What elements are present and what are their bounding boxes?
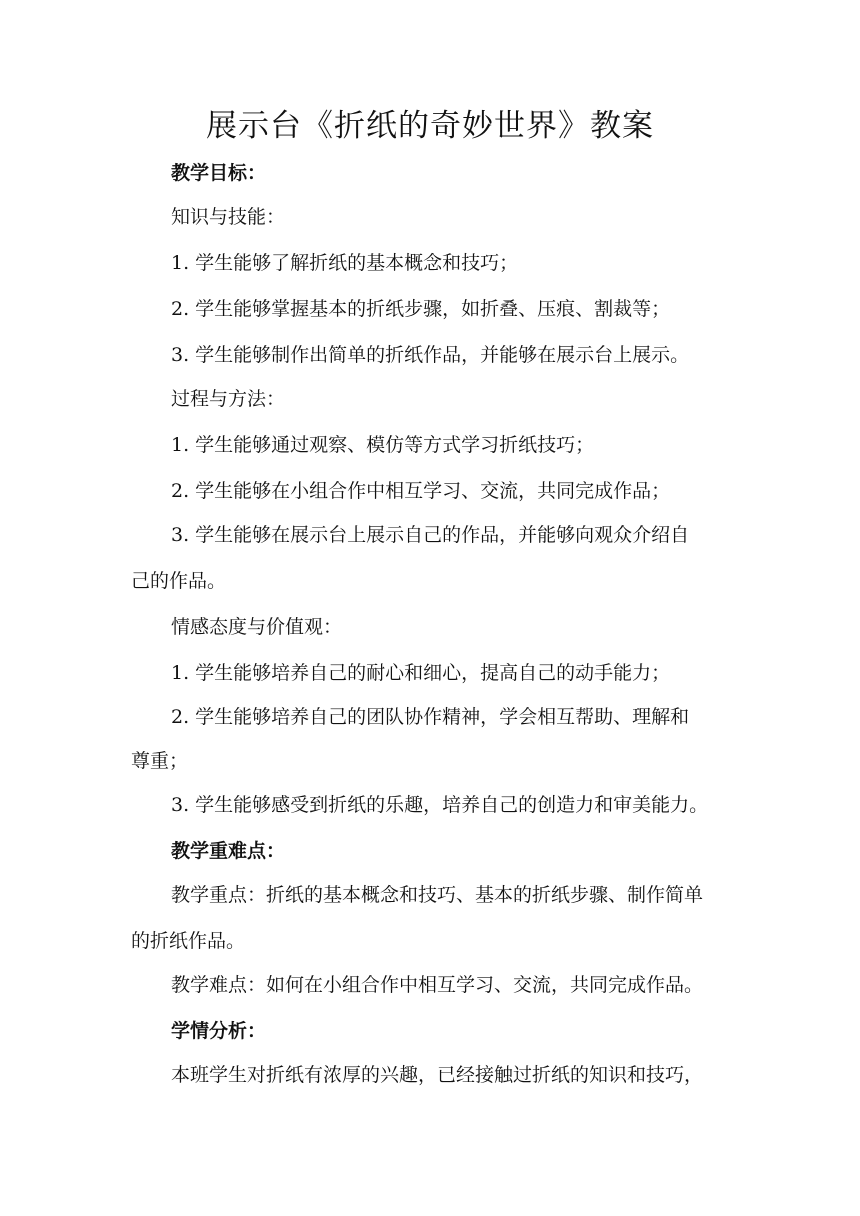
process-item-3: 3. 学生能够在展示台上展示自己的作品，并能够向观众介绍自 <box>171 524 690 546</box>
knowledge-heading: 知识与技能： <box>171 206 286 228</box>
process-item-1: 1. 学生能够通过观察、模仿等方式学习折纸技巧； <box>171 434 595 456</box>
process-item-2: 2. 学生能够在小组合作中相互学习、交流，共同完成作品； <box>171 480 671 502</box>
process-heading: 过程与方法： <box>171 388 286 410</box>
emotion-item-3: 3. 学生能够感受到折纸的乐趣，培养自己的创造力和审美能力。 <box>171 794 709 816</box>
key-difficulty-heading: 教学重难点： <box>171 840 286 862</box>
knowledge-item-3: 3. 学生能够制作出简单的折纸作品，并能够在展示台上展示。 <box>171 344 690 366</box>
knowledge-item-1: 1. 学生能够了解折纸的基本概念和技巧； <box>171 252 519 274</box>
emotion-item-2: 2. 学生能够培养自己的团队协作精神，学会相互帮助、理解和 <box>171 706 690 728</box>
key-point-text-continued: 的折纸作品。 <box>131 930 246 952</box>
document-title: 展示台《折纸的奇妙世界》教案 <box>206 108 654 144</box>
analysis-heading: 学情分析： <box>171 1020 267 1042</box>
analysis-text: 本班学生对折纸有浓厚的兴趣，已经接触过折纸的知识和技巧， <box>171 1064 704 1086</box>
knowledge-item-2: 2. 学生能够掌握基本的折纸步骤，如折叠、压痕、割裁等； <box>171 298 671 320</box>
emotion-item-2-continued: 尊重； <box>131 750 189 772</box>
key-point-text: 教学重点：折纸的基本概念和技巧、基本的折纸步骤、制作简单 <box>171 884 704 906</box>
difficulty-text: 教学难点：如何在小组合作中相互学习、交流，共同完成作品。 <box>171 974 704 996</box>
objectives-heading: 教学目标： <box>171 162 267 184</box>
process-item-3-continued: 己的作品。 <box>131 570 227 592</box>
emotion-item-1: 1. 学生能够培养自己的耐心和细心，提高自己的动手能力； <box>171 662 671 684</box>
emotion-heading: 情感态度与价值观： <box>171 616 343 638</box>
